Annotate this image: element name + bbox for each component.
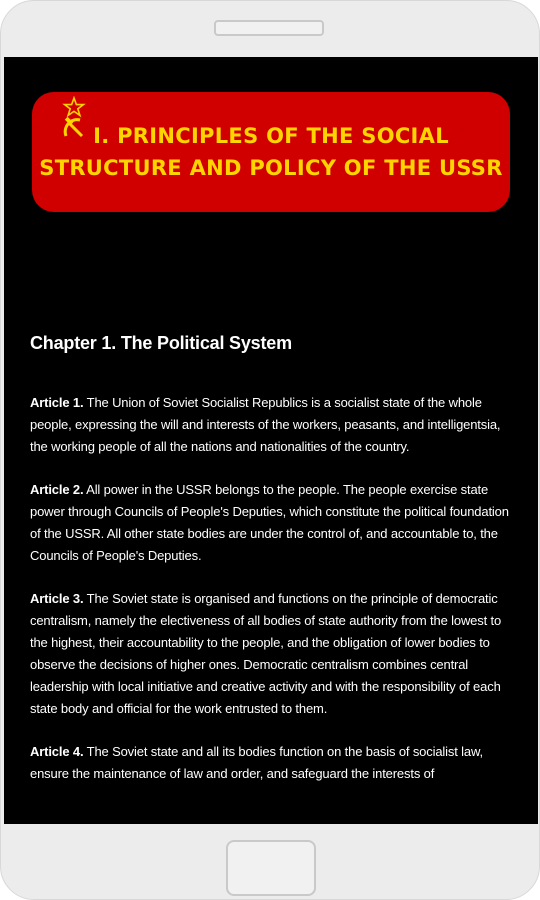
speaker-grille <box>214 20 324 36</box>
article-text: All power in the USSR belongs to the people. The people exercise state power through Councils of People's Deputies, which constitute the political foundation of the USSR. All other state bodies are under the control of, and accountable to, the Councils of People's Deputies. <box>30 482 509 563</box>
article-label: Article 2. <box>30 482 84 497</box>
section-title: I. PRINCIPLES OF THE SOCIAL STRUCTURE AND POLICY OF THE USSR <box>39 124 503 180</box>
article-label: Article 3. <box>30 591 84 606</box>
home-button[interactable] <box>226 840 316 896</box>
article-label: Article 4. <box>30 744 84 759</box>
document-body <box>30 333 514 806</box>
section-banner <box>32 92 510 212</box>
app-screen[interactable] <box>4 57 538 824</box>
article-3 <box>30 588 514 720</box>
article-text: The Soviet state and all its bodies function on the basis of socialist law, ensure the maintenance of law and order, and safeguard the interests of <box>30 744 483 781</box>
article-text: The Soviet state is organised and functions on the principle of democratic centralism, namely the electiveness of all bodies of state authority from the lowest to the highest, their accountability to the people, and the obligation of lower bodies to observe the decisions of higher ones. Democratic centralism combines central leadership with local initiative and creative activity and with the responsibility of each state body and official for the work entrusted to them. <box>30 591 502 716</box>
article-1 <box>30 392 514 458</box>
article-4 <box>30 741 514 785</box>
chapter-heading: Chapter 1. The Political System <box>30 333 292 353</box>
article-label: Article 1. <box>30 395 84 410</box>
article-2 <box>30 479 514 567</box>
article-text: The Union of Soviet Socialist Republics is a socialist state of the whole people, expressing the will and interests of the workers, peasants, and intelligentsia, the working people of all the nations and nationalities of the country. <box>30 395 501 454</box>
